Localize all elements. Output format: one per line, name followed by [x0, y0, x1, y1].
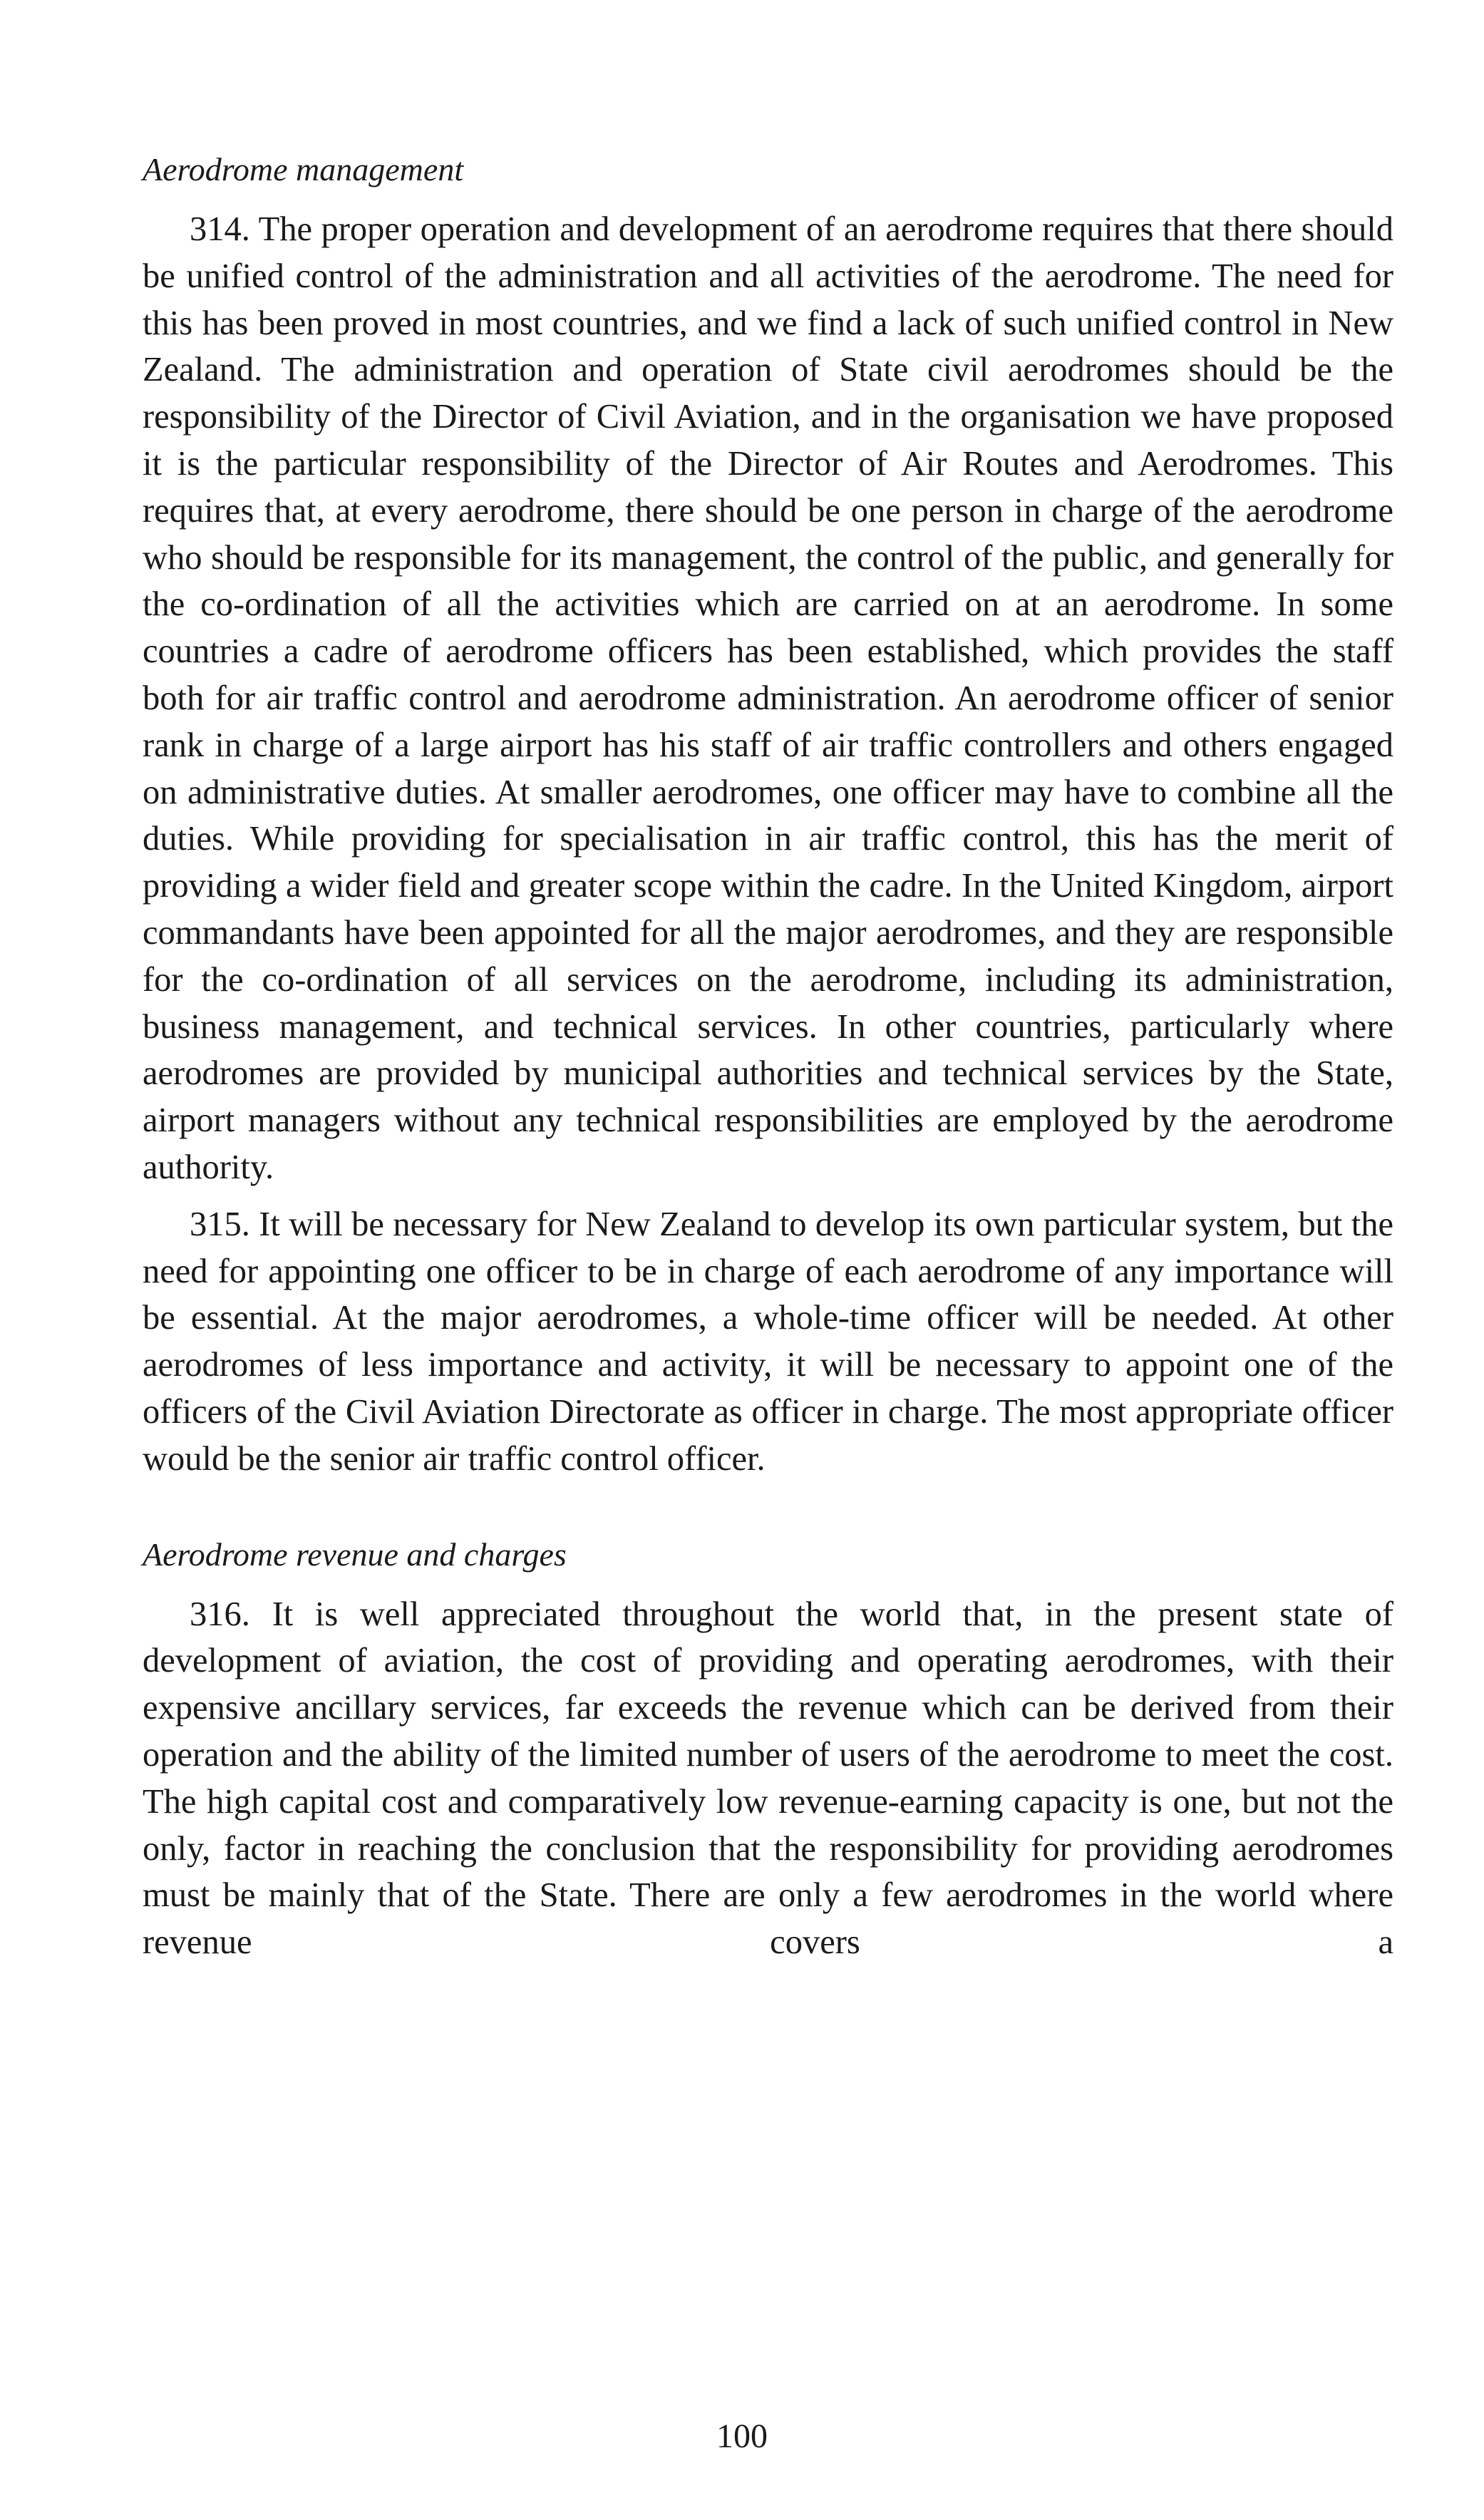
- section-spacer: [143, 1483, 1393, 1531]
- section-heading-aerodrome-management: Aerodrome management: [143, 151, 464, 187]
- paragraph-spacer: [143, 1191, 1393, 1201]
- document-page: [143, 146, 1393, 1966]
- paragraph-315: [143, 1201, 1393, 1483]
- paragraph-number: 315.: [190, 1205, 250, 1243]
- paragraph-text: It is well appreciated throughout the world that, in the present state of development of aviation, the cost of providing and operating aerodromes, with their expensive ancillary services, far exceeds the revenue which can be derived from their operation and the ability of the limited number of users of the aerodrome to meet the cost. The high capital cost and comparatively low revenue-earning capacity is one, but not the only, factor in reaching the conclusion that the responsibility for providing aerodromes must be mainly that of the State. There are only a few aerodromes in the world where revenue covers a: [143, 1595, 1394, 1962]
- section-heading-aerodrome-revenue: Aerodrome revenue and charges: [143, 1536, 567, 1573]
- page-number: 100: [716, 2417, 768, 2455]
- paragraph-number: 316.: [190, 1595, 250, 1633]
- paragraph-text: The proper operation and development of an aerodrome requires that there should be unified control of the administration and all activities of the aerodrome. The need for this has been proved in most countries, and we find a lack of such unified control in New Zealand. The administration and operation of State civil aerodromes should be the responsibility of the Director of Civil Aviation, and in the organisation we have proposed it is the particular responsibility of the Director of Air Routes and Aerodromes. This requires that, at every aerodrome, there should be one person in charge of the aerodrome who should be responsible for its management, the control of the public, and generally for the co-ordination of all the activities which are carried on at an aerodrome. In some countries a cadre of aerodrome officers has been established, which provides the staff both for air traffic control and aerodrome administration. An aerodrome officer of senior rank in charge of a large airport has his staff of air traffic controllers and others engaged on administrative duties. At smaller aerodromes, one officer may have to combine all the duties. While providing for specialisation in air traffic control, this has the merit of providing a wider field and greater scope within the cadre. In the United Kingdom, airport commandants have been appointed for all the major aerodromes, and they are responsible for the co-ordination of all services on the aerodrome, including its administration, business management, and technical services. In other countries, particularly where aerodromes are provided by municipal authorities and technical services by the State, airport managers without any technical responsibilities are employed by the aerodrome authority.: [143, 210, 1394, 1186]
- paragraph-316: [143, 1591, 1393, 1966]
- paragraph-text: It will be necessary for New Zealand to develop its own particular system, but the need for appointing one officer to be in charge of each aerodrome of any importance will be essential. At the major aerodromes, a whole-time officer will be needed. At other aerodromes of less importance and activity, it will be necessary to appoint one of the officers of the Civil Aviation Directorate as officer in charge. The most appropriate officer would be the senior air traffic control officer.: [143, 1205, 1394, 1478]
- paragraph-number: 314.: [190, 210, 250, 248]
- paragraph-314: [143, 206, 1393, 1191]
